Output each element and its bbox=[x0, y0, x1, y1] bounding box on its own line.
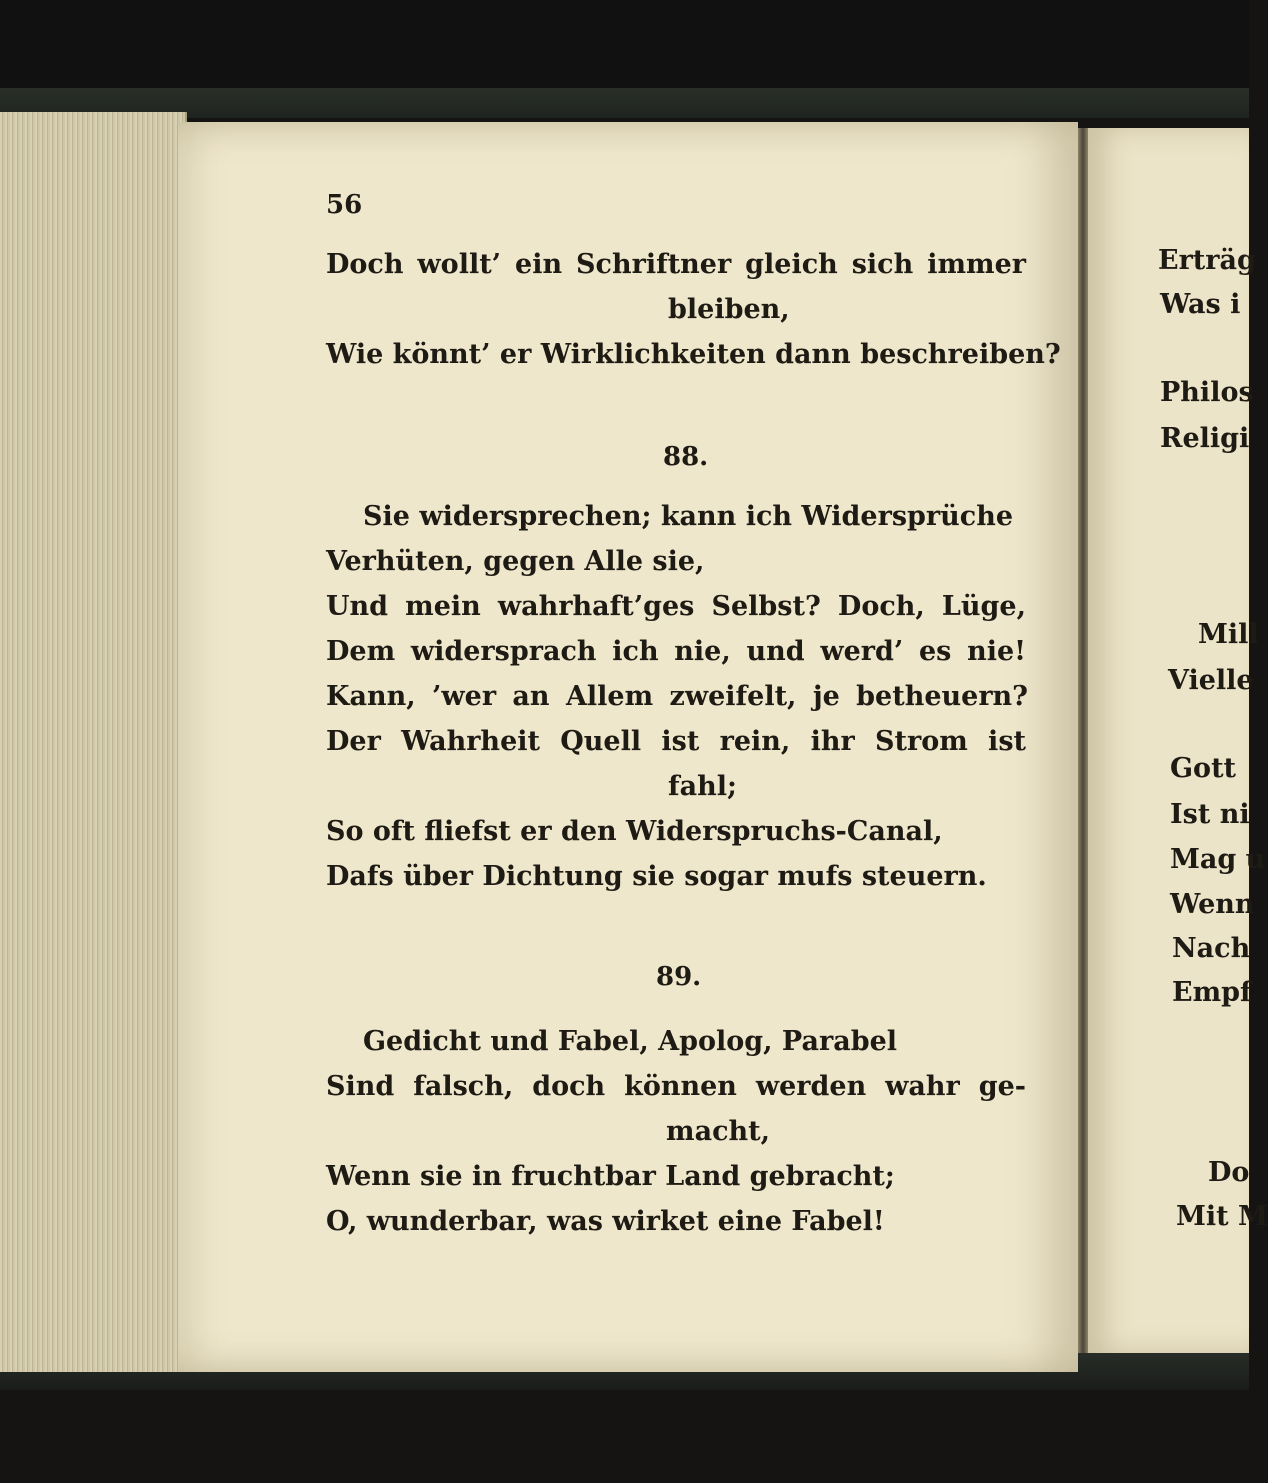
verse-line: So oft fliefst er den Widerspruchs-Canal, bbox=[326, 816, 943, 847]
page-number: 56 bbox=[326, 190, 363, 220]
verse-line: fahl; bbox=[668, 771, 737, 802]
verse-line: macht, bbox=[666, 1116, 771, 1147]
right-page-fragment: Gott bbox=[1170, 753, 1237, 784]
verse-line: Und mein wahrhaft’ges Selbst? Doch, Lüge, bbox=[326, 591, 1026, 622]
right-page-fragment: Mit M bbox=[1176, 1201, 1268, 1232]
right-page-fragment: Ist ni bbox=[1170, 799, 1250, 830]
page-block-edge bbox=[0, 112, 187, 1372]
right-page-fragment: Do bbox=[1208, 1157, 1250, 1188]
verse-line: Dem widersprach ich nie, und werd’ es nie! bbox=[326, 636, 1026, 667]
background-top bbox=[0, 0, 1249, 95]
right-page bbox=[1088, 128, 1268, 1353]
verse-line: Verhüten, gegen Alle sie, bbox=[326, 546, 705, 577]
verse-line: bleiben, bbox=[668, 294, 790, 325]
right-page-fragment: Wenn bbox=[1170, 889, 1255, 920]
right-page-fragment: Philos bbox=[1160, 377, 1254, 408]
right-page-fragment: Mill bbox=[1198, 619, 1259, 650]
verse-line: Kann, ’wer an Allem zweifelt, je betheuern? bbox=[326, 681, 1028, 712]
book-gutter bbox=[1078, 128, 1088, 1353]
right-page-fragment: Empf bbox=[1172, 977, 1252, 1008]
verse-line: Doch wollt’ ein Schriftner gleich sich immer bbox=[326, 249, 1026, 280]
verse-line: Der Wahrheit Quell ist rein, ihr Strom ist bbox=[326, 726, 1026, 757]
stanza-number: 89. bbox=[656, 962, 702, 992]
right-page-fragment: Religi bbox=[1160, 423, 1250, 454]
left-page bbox=[178, 122, 1078, 1372]
right-page-fragment: Nach bbox=[1172, 933, 1251, 964]
right-page-fragment: Vielle bbox=[1168, 665, 1254, 696]
verse-line: Gedicht und Fabel, Apolog, Parabel bbox=[363, 1026, 898, 1057]
right-page-fragment: Was i bbox=[1160, 289, 1241, 320]
verse-line: Wie könnt’ er Wirklichkeiten dann beschreiben? bbox=[326, 339, 1061, 370]
verse-line: Dafs über Dichtung sie sogar mufs steuern. bbox=[326, 861, 987, 892]
right-page-fragment: Mag u bbox=[1170, 844, 1266, 875]
verse-line: Wenn sie in fruchtbar Land gebracht; bbox=[326, 1161, 895, 1192]
right-page-fragment: Erträg bbox=[1158, 245, 1256, 276]
verse-line: O, wunderbar, was wirket eine Fabel! bbox=[326, 1206, 885, 1237]
verse-line: Sie widersprechen; kann ich Widersprüche bbox=[363, 501, 1014, 532]
verse-line: Sind falsch, doch können werden wahr ge- bbox=[326, 1071, 1026, 1102]
stanza-number: 88. bbox=[663, 442, 709, 472]
book-cover-top-edge bbox=[0, 88, 1249, 118]
